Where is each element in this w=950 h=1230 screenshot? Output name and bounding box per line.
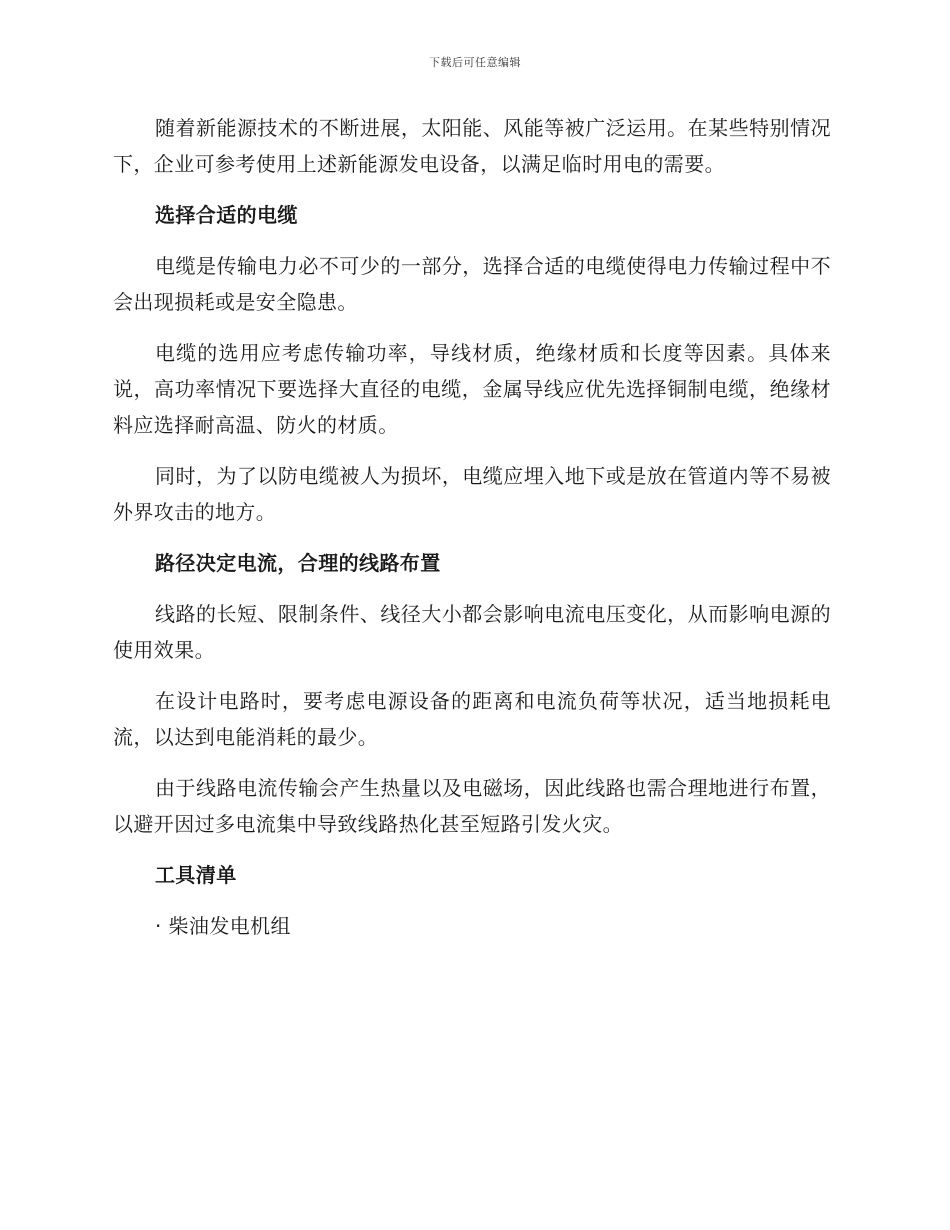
paragraph-cable-importance: 电缆是传输电力必不可少的一部分，选择合适的电缆使得电力传输过程中不会出现损耗或是安全隐患。 [113, 254, 831, 314]
paragraph-cable-protection: 同时，为了以防电缆被人为损坏，电缆应埋入地下或是放在管道内等不易被外界攻击的地方。 [113, 464, 831, 524]
document-body [113, 110, 831, 959]
paragraph-cable-selection: 电缆的选用应考虑传输功率，导线材质，绝缘材质和长度等因素。具体来说，高功率情况下要选择大直径的电缆，金属导线应优先选择铜制电缆，绝缘材料应选择耐高温、防火的材质。 [113, 341, 831, 437]
list-item-diesel-generator: · 柴油发电机组 [155, 914, 291, 938]
paragraph-circuit-design: 在设计电路时，要考虑电源设备的距离和电流负荷等状况，适当地损耗电流，以达到电能消耗的最少。 [113, 689, 831, 749]
paragraph-wiring-layout: 由于线路电流传输会产生热量以及电磁场，因此线路也需合理地进行布置，以避开因过多电流集中导致线路热化甚至短路引发火灾。 [113, 776, 831, 836]
page-header: 下载后可任意编辑 [429, 56, 521, 69]
section-heading-tools: 工具清单 [155, 863, 237, 887]
paragraph-new-energy: 随着新能源技术的不断进展，太阳能、风能等被广泛运用。在某些特别情况下，企业可参考使用上述新能源发电设备，以满足临时用电的需要。 [113, 116, 831, 176]
paragraph-wiring-factors: 线路的长短、限制条件、线径大小都会影响电流电压变化，从而影响电源的使用效果。 [113, 602, 831, 662]
section-heading-wiring: 路径决定电流，合理的线路布置 [155, 551, 441, 575]
section-heading-cable: 选择合适的电缆 [155, 203, 298, 227]
